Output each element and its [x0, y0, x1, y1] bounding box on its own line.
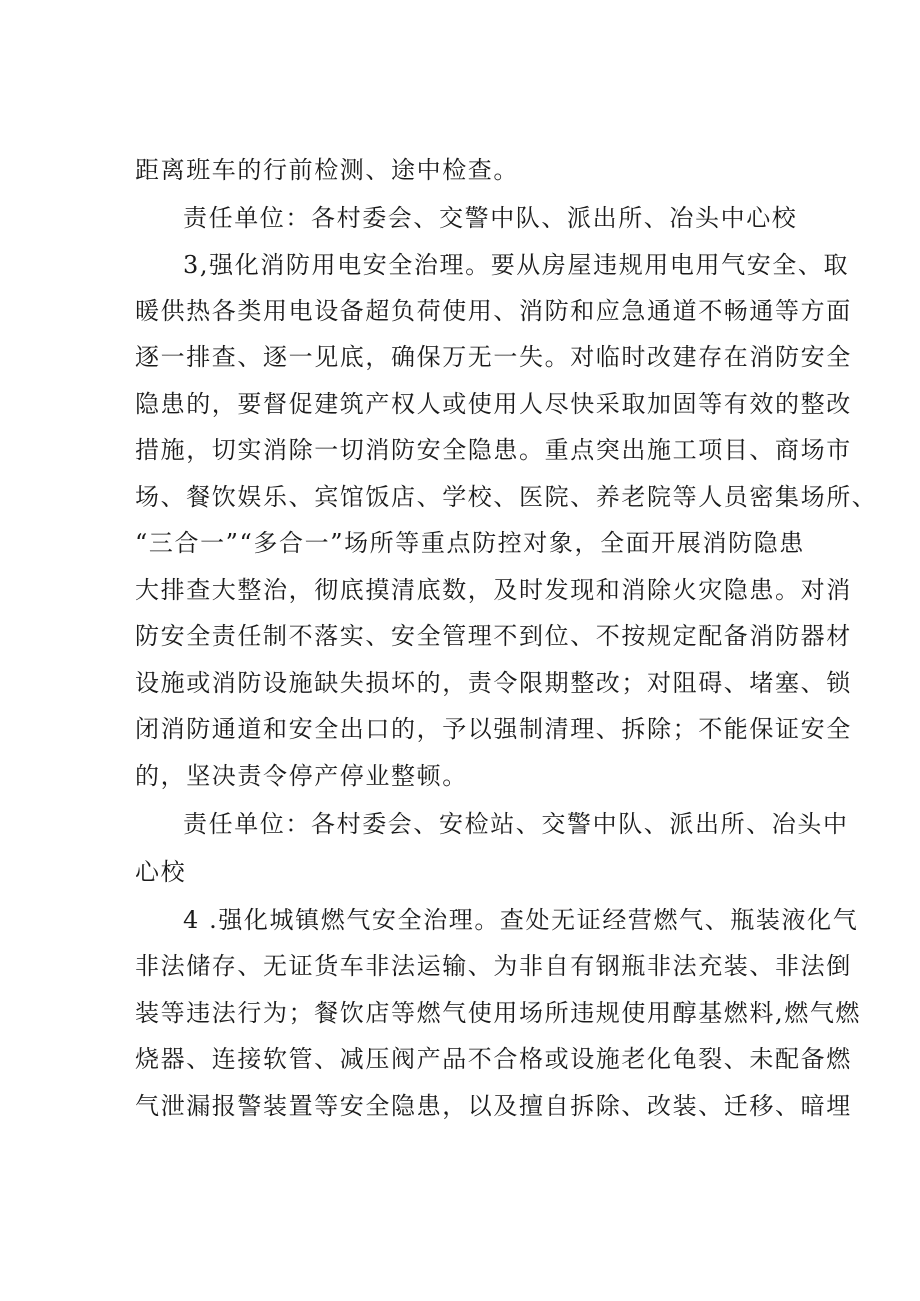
paragraph-line: 烧器、连接软管、减压阀产品不合格或设施老化龟裂、未配备燃 [135, 1045, 852, 1073]
paragraph-line: 的，坚决责令停产停业整顿。 [135, 762, 468, 790]
paragraph-line: “三合一”“多合一”场所等重点防控对象，全面开展消防隐患 [135, 529, 805, 557]
paragraph-line: 隐患的，要督促建筑产权人或使用人尽快采取加固等有效的整改 [135, 390, 852, 418]
paragraph-line: 心校 [135, 858, 187, 886]
paragraph-line: 暖供热各类用电设备超负荷使用、消防和应急通道不畅通等方面 [135, 297, 852, 325]
paragraph-line: 措施，切实消除一切消防安全隐患。重点突出施工项目、商场市 [135, 436, 852, 464]
section-heading-3: 3,强化消防用电安全治理。要从房屋违规用电用气安全、取 [183, 251, 850, 279]
paragraph-line: 逐一排查、逐一见底，确保万无一失。对临时改建存在消防安全 [135, 343, 852, 371]
responsibility-line: 责任单位：各村委会、交警中队、派出所、冶头中心校 [183, 204, 798, 232]
paragraph-line: 非法储存、无证货车非法运输、为非自有钢瓶非法充装、非法倒 [135, 952, 852, 980]
paragraph-line: 距离班车的行前检测、途中检查。 [135, 156, 519, 184]
paragraph-line: 防安全责任制不落实、安全管理不到位、不按规定配备消防器材 [135, 622, 852, 650]
paragraph-line: 场、餐饮娱乐、宾馆饭店、学校、医院、养老院等人员密集场所、 [135, 483, 878, 511]
paragraph-line: 大排查大整治，彻底摸清底数，及时发现和消除火灾隐患。对消 [135, 576, 852, 604]
paragraph-line: 装等违法行为；餐饮店等燃气使用场所违规使用醇基燃料,燃气燃 [135, 999, 862, 1027]
responsibility-line: 责任单位：各村委会、安检站、交警中队、派出所、冶头中 [183, 810, 849, 838]
paragraph-line: 设施或消防设施缺失损坏的，责令限期整改；对阻碍、堵塞、锁 [135, 669, 852, 697]
paragraph-line: 气泄漏报警装置等安全隐患，以及擅自拆除、改装、迁移、暗埋 [135, 1092, 852, 1120]
paragraph-line: 闭消防通道和安全出口的，予以强制清理、拆除；不能保证安全 [135, 715, 852, 743]
section-heading-4: 4 .强化城镇燃气安全治理。查处无证经营燃气、瓶装液化气 [183, 906, 859, 934]
